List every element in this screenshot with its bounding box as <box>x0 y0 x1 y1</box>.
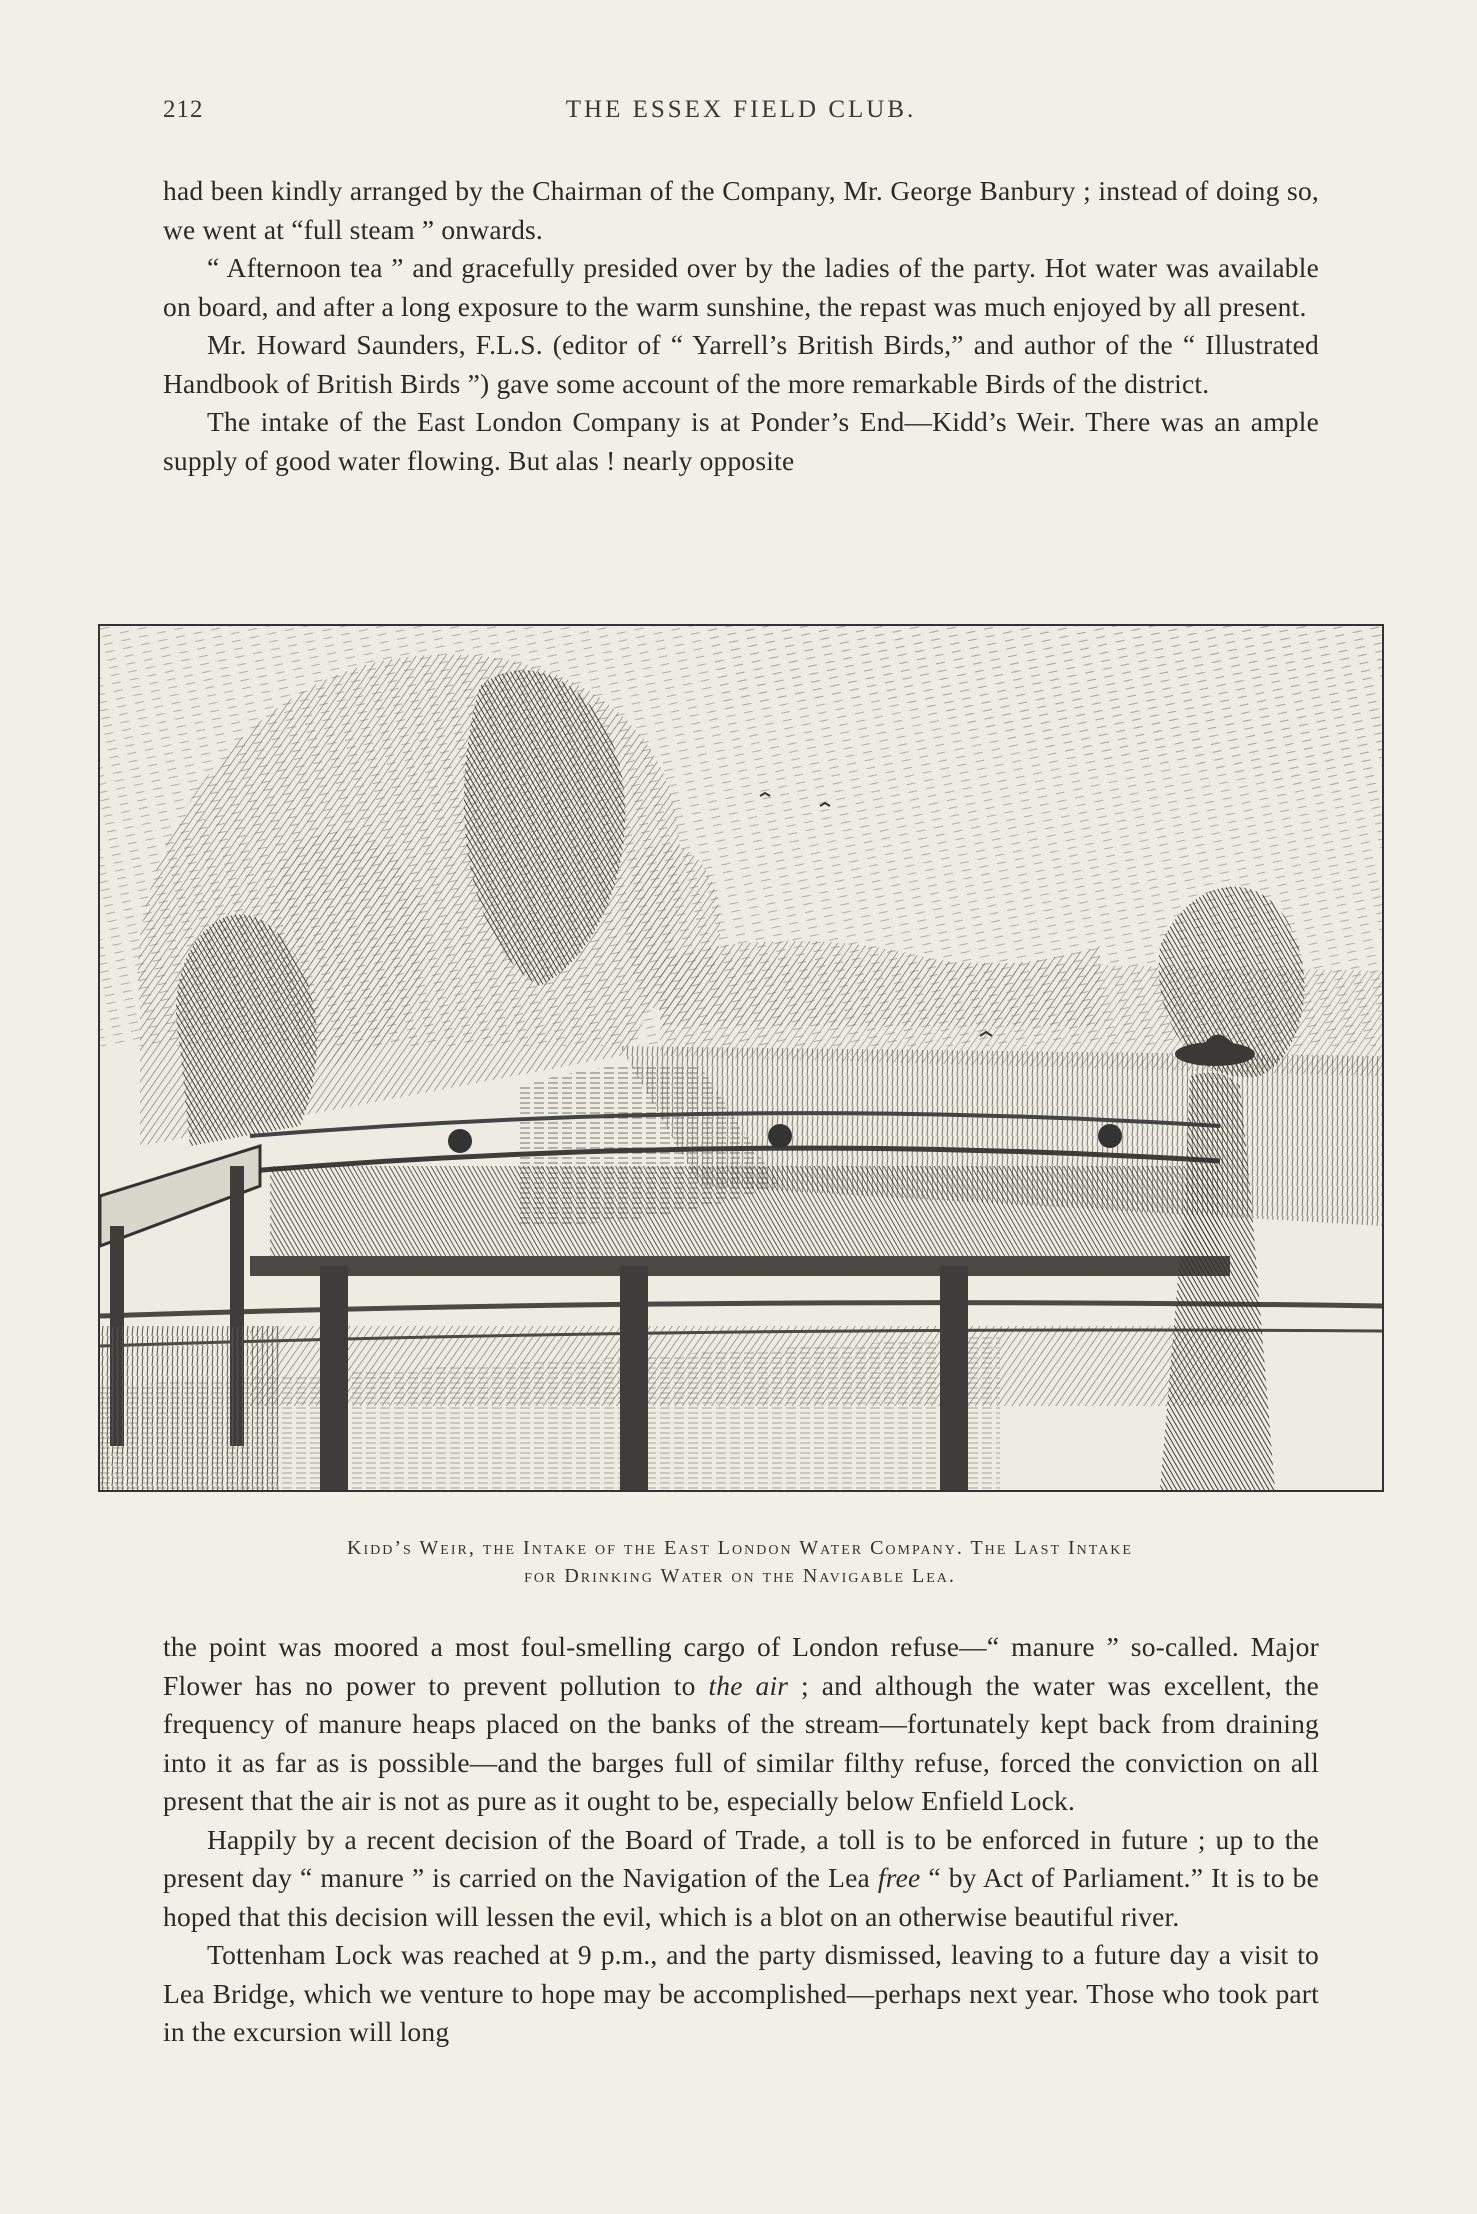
paragraph <box>163 1821 1319 1937</box>
paragraph: Mr. Howard Saunders, F.L.S. (editor of “ Yarrell’s British Birds,” and author of the “ Illustrated Handbook of British Birds ”) gave some account of the more remarkable Birds of the district. <box>163 329 1319 399</box>
weir-illustration <box>98 624 1384 1492</box>
running-header <box>163 96 1319 136</box>
figure-caption <box>120 1534 1360 1590</box>
bottom-text-block <box>163 1628 1319 2052</box>
engraving-drawing <box>100 626 1382 1490</box>
paragraph: had been kindly arranged by the Chairman of the Company, Mr. George Banbury ; instead of doing so, we went at “full steam ” onwards. <box>163 175 1319 245</box>
text-run: ; and although the water was excellent, the frequency of manure heaps placed on the banks of the stream—fortunately kept back from draining into it as far as is possible—and the barges full of similar filthy refuse, forced the conviction on all present that the air is not as pure as it ought to be, especially below Enfield Lock. <box>163 1669 1320 1816</box>
paragraph: Tottenham Lock was reached at 9 p.m., and the party dismissed, leaving to a future day a visit to Lea Bridge, which we venture to hope may be accomplished—perhaps next year. Those who took part in the excursion will long <box>163 1939 1319 2047</box>
italic-run: free <box>877 1862 921 1893</box>
caption-line: Kidd’s Weir, the Intake of the East London Water Company. The Last Intake <box>347 1537 1133 1559</box>
paragraph: “ Afternoon tea ” and gracefully presided over by the ladies of the party. Hot water was available on board, and after a long exposure to the warm sunshine, the repast was much enjoyed by all present. <box>163 252 1319 322</box>
page-number: 212 <box>163 96 204 123</box>
italic-run: the air <box>708 1669 789 1701</box>
text-run: “ by Act of Parliament.” It is to be hoped that this decision will lessen the evil, which is a blot on an otherwise beautiful river. <box>163 1862 1319 1932</box>
caption-line: for Drinking Water on the Navigable Lea. <box>524 1565 956 1587</box>
paragraph: The intake of the East London Company is at Ponder’s End—Kidd’s Weir. There was an ample supply of good water flowing. But alas ! nearly opposite <box>163 406 1319 476</box>
paragraph <box>163 1628 1319 1821</box>
text-run: Happily by a recent decision of the Board of Trade, a toll is to be enforced in future ; up to the present day “ manure ” is carried on the Navigation of the Lea <box>163 1823 1319 1893</box>
running-title: THE ESSEX FIELD CLUB. <box>565 96 917 123</box>
text-run: the point was moored a most foul-smelling cargo of London refuse—“ manure ” so-called. Major Flower has no power to prevent pollution to <box>163 1631 1319 1701</box>
top-text-block <box>163 172 1319 480</box>
